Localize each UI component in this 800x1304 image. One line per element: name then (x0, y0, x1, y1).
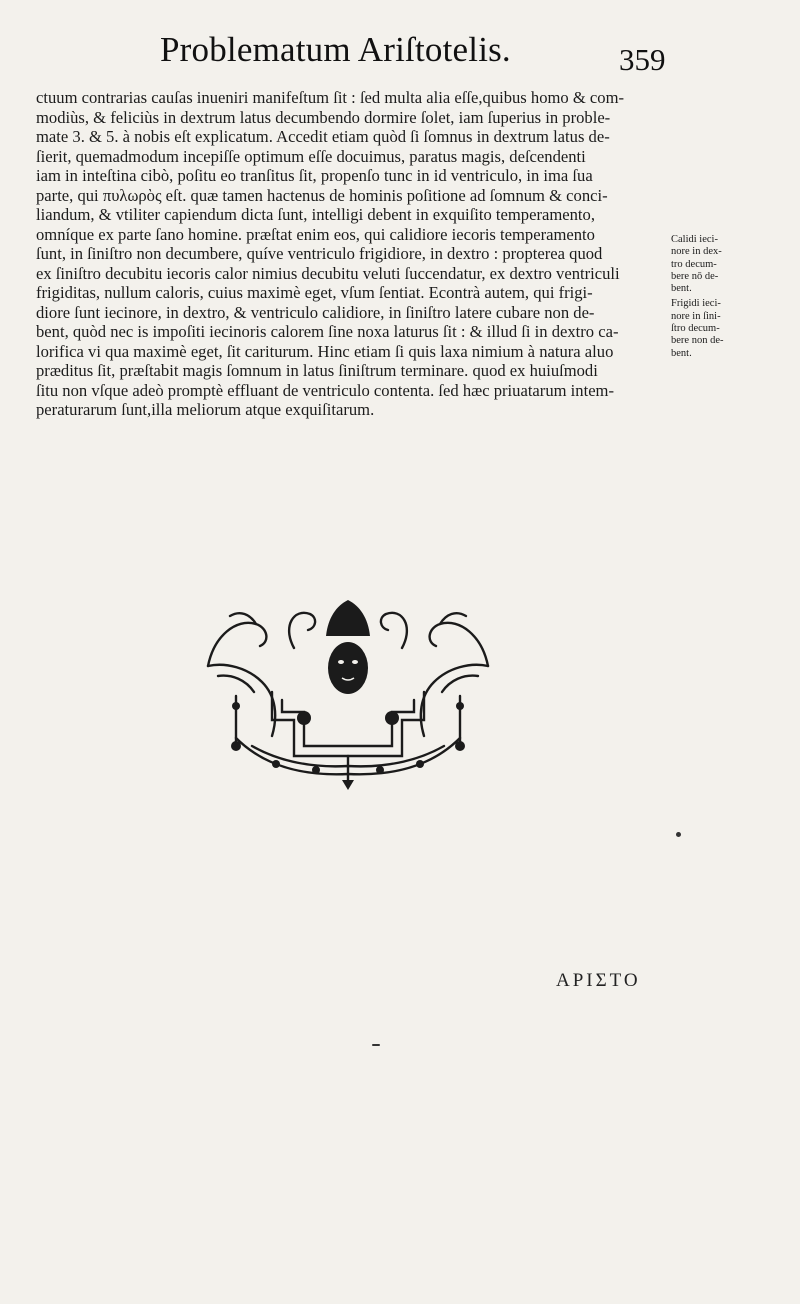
text-line: iam in inteſtina cibò, poſitu eo tranſitus ſit, propenſo tunc in id ventriculo, in ima ſua (36, 166, 593, 185)
text-line: omníque ex parte ſano homine. præſtat enim eos, qui calidiore iecoris temperamento (36, 224, 595, 244)
note-line: nore in dex- (671, 246, 722, 258)
text-line: ſierit, quemadmodum incepiſſe optimum eſſe docuimus, paratus magis, deſcendenti (36, 146, 586, 166)
printers-ornament-icon (196, 596, 500, 792)
text-line: ctuum contrarias cauſas inueniri manifeſtum ſit : ſed multa alia eſſe,quibus homo & com- (36, 88, 625, 107)
running-head: Problematum Ariſtotelis. (160, 30, 511, 69)
text-line: mate 3. & 5. à nobis eſt explicatum. Accedit etiam quòd ſi ſomnus in dextrum latus de- (36, 127, 610, 146)
catchword: ΑΡΙΣΤΟ (556, 970, 641, 991)
text-line: ex ſiniſtro decubitu iecoris calor nimius decubitu veluti ſuccendatur, ex dextro ventriculi (36, 263, 620, 283)
text-line: peraturarum ſunt,illa meliorum atque exquiſitarum. (36, 400, 375, 419)
text-line: diore ſunt iecinore, in dextro, & ventriculo calidiore, in ſiniſtro latere cubare non de- (36, 302, 595, 322)
text-line: ſitu non vſque adeò promptè effluant de ventriculo contenta. ſed hæc priuatarum intem- (36, 380, 614, 400)
note-line: ſtro decum- (671, 323, 720, 335)
note-line: bent. (671, 283, 692, 295)
page-number: 359 (619, 42, 666, 77)
note-line: bent. (671, 347, 692, 359)
note-line: bere non de- (671, 335, 724, 347)
text-line: frigiditas, nullum caloris, cuius maximè eget, vſum ſentiat. Econtrà autem, qui frigi- (36, 283, 593, 302)
body-text (36, 88, 668, 420)
margin-note-frigidi (671, 298, 741, 359)
text-line: liandum, & vtiliter capiendum dicta ſunt, intelligi debent in exquiſito temperamento, (36, 205, 595, 224)
text-line: ſunt, in ſiniſtro non decumbere, quíve ventriculo frigidiore, in dextro : propterea quod (36, 244, 603, 263)
note-line: tro decum- (671, 258, 717, 270)
note-line: nore in ſini- (671, 310, 721, 322)
text-line: bent, quòd nec is impoſiti iecinoris calorem ſine noxa laturus ſit : & illud ſi in dextro ca- (36, 322, 619, 341)
note-line: Calidi ieci- (671, 234, 718, 245)
text-line: lorifica vi qua maximè eget, ſit cariturum. Hinc etiam ſi quis laxa nimium à natura aluo (36, 341, 614, 361)
text-line: præditus ſit, præſtabit magis ſomnum in latus ſiniſtrum terminare. quod ex huiuſmodi (36, 361, 598, 380)
text-line: modiùs, & feliciùs in dextrum latus decumbendo dormire ſolet, iam ſuperius in proble- (36, 107, 611, 127)
ink-speck (372, 1044, 380, 1046)
note-line: Frigidi ieci- (671, 298, 721, 310)
text-line: parte, qui πυλωρὸς eſt. quæ tamen hactenus de hominis poſitione ad ſomnum & conci- (36, 185, 608, 205)
margin-notes (671, 234, 741, 360)
ink-speck (676, 832, 681, 837)
note-line: bere nō de- (671, 270, 719, 282)
margin-note-calidi (671, 234, 741, 295)
